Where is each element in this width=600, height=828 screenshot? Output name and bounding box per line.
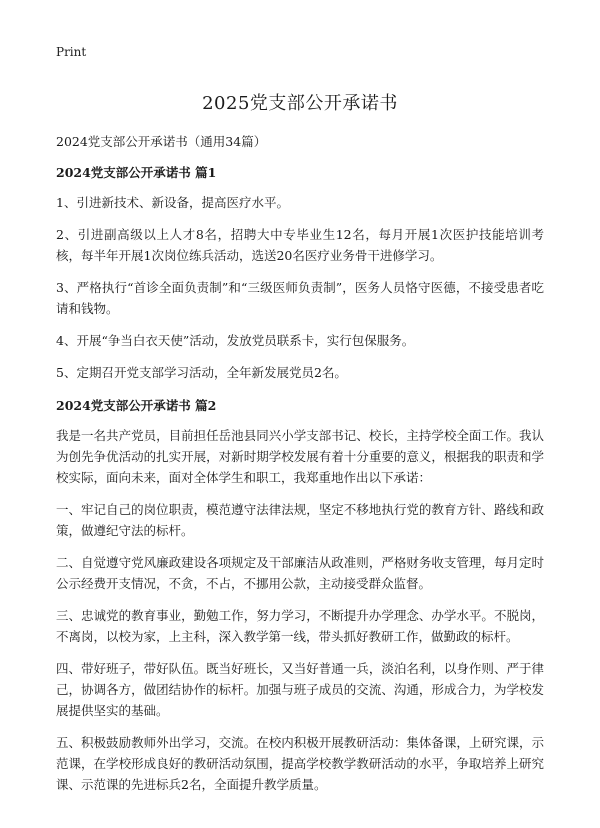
paragraph: 三、忠诚党的教育事业，勤勉工作，努力学习，不断提升办学理念、办学水平。不脱岗，不离岗，以校为家，上主科，深入教学第一线，带头抓好教研工作，做勤政的标杆。 [56,608,544,644]
paragraph: 我是一名共产党员，目前担任岳池县同兴小学支部书记、校长，主持学校全面工作。我认为创先争优活动的扎实开展，对新时期学校发展有着十分重要的意义，根据我的职责和学校实际，面向未来，面对全体学生和职工，我郑重地作出以下承诺： [56,428,544,485]
paragraph: 4、开展“争当白衣天使”活动，发放党员联系卡，实行包保服务。 [56,333,415,348]
paragraph: 四、带好班子，带好队伍。既当好班长，又当好普通一兵，淡泊名利，以身作则、严于律己，协调各方，做团结协作的标杆。加强与班子成员的交流、沟通，形成合力，为学校发展提供坚实的基础。 [56,661,544,718]
paragraph: 五、积极鼓励教师外出学习，交流。在校内积极开展教研活动：集体备课，上研究课，示范课，在学校形成良好的教研活动氛围，提高学校教学教研活动的水平，争取培养上研究课、示范课的先进标兵2名，全面提升教学质量。 [56,735,544,792]
paragraph: 3、严格执行“首诊全面负责制”和“三级医师负责制”，医务人员恪守医德，不接受患者吃请和钱物。 [56,280,544,316]
section-2 [56,397,544,795]
paragraph: 二、自觉遵守党风廉政建设各项规定及干部廉洁从政准则，严格财务收支管理，每月定时公示经费开支情况，不贪，不占，不挪用公款，主动接受群众监督。 [56,555,544,591]
paragraph: 1、引进新技术、新设备，提高医疗水平。 [56,195,289,210]
document-subtitle: 2024党支部公开承诺书（通用34篇） [56,134,267,149]
paragraph: 5、定期召开党支部学习活动，全年新发展党员2名。 [56,365,347,380]
section-heading: 2024党支部公开承诺书 篇1 [56,165,217,180]
section-heading: 2024党支部公开承诺书 篇2 [56,398,217,413]
document-title: 2025党支部公开承诺书 [202,93,398,114]
print-label: Print [56,45,87,59]
paragraph: 2、引进副高级以上人才8名，招聘大中专毕业生12名，每月开展1次医护技能培训考核，每半年开展1次岗位练兵活动，选送20名医疗业务骨干进修学习。 [56,227,544,263]
section-1 [56,164,544,383]
paragraph: 一、牢记自己的岗位职责，模范遵守法律法规，坚定不移地执行党的教育方针、路线和政策，做遵纪守法的标杆。 [56,502,544,538]
